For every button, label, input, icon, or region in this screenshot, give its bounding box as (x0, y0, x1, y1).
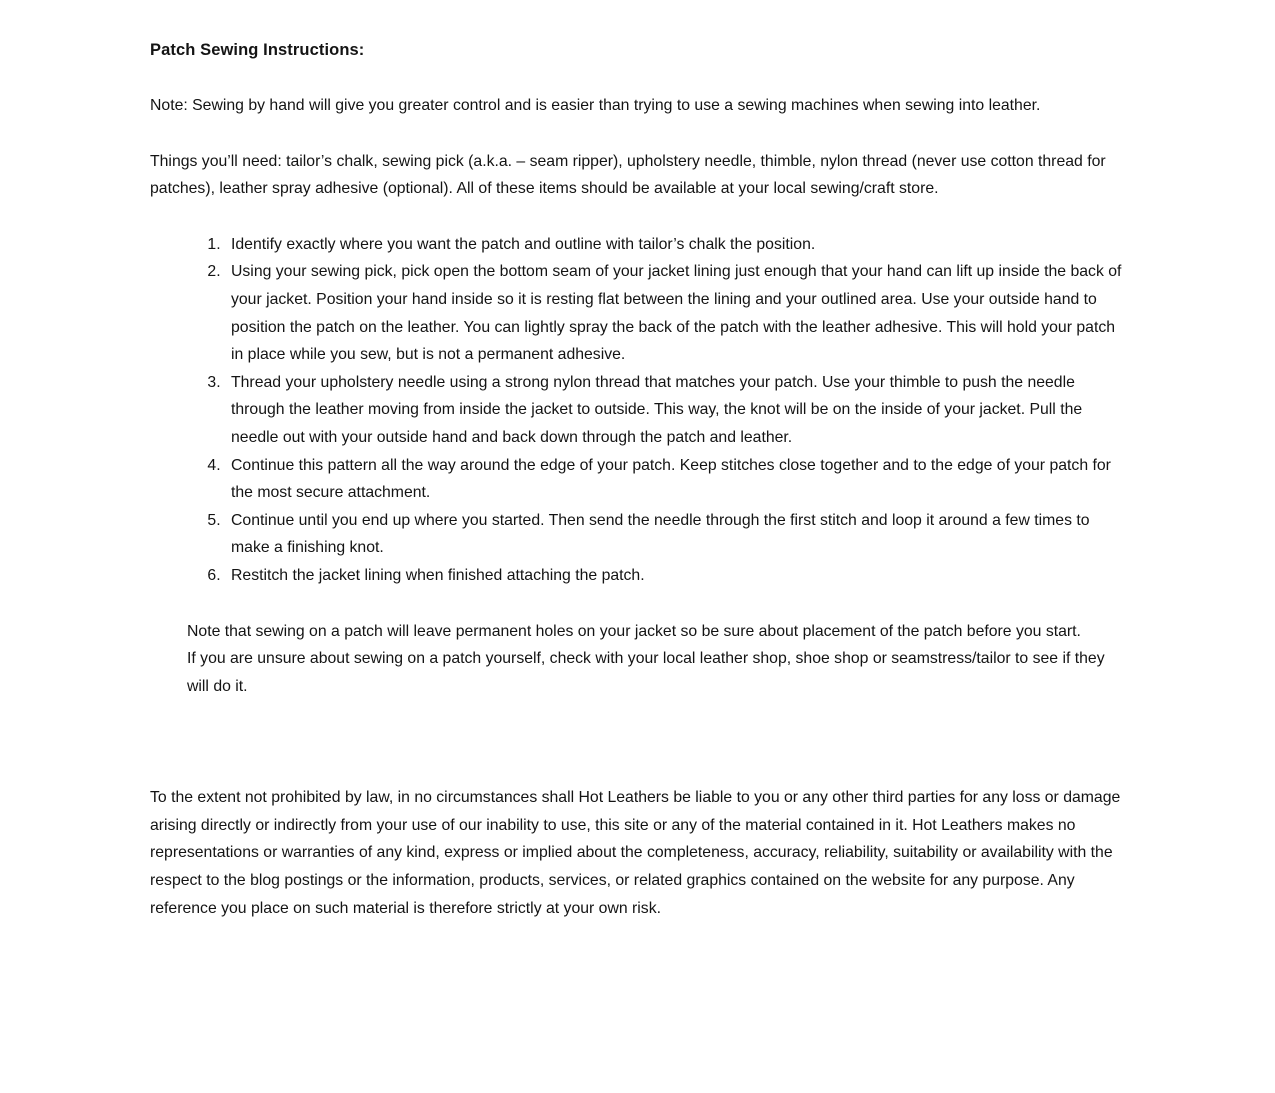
list-item: 6. Restitch the jacket lining when finished attaching the patch. (225, 562, 1125, 590)
document-body (150, 36, 1125, 950)
list-item: 5. Continue until you end up where you started. Then send the needle through the first stitch and loop it around a few times to make a finishing knot. (225, 507, 1125, 562)
disclaimer-paragraph: To the extent not prohibited by law, in no circumstances shall Hot Leathers be liable to you or any other third parties for any loss or damage arising directly or indirectly from your use of our inability to use, this site or any of the material contained in it. Hot Leathers makes no representations or warranties of any kind, express or implied about the completeness, accuracy, reliability, suitability or availability with the respect to the blog postings or the information, products, services, or related graphics contained on the website for any purpose. Any reference you place on such material is therefore strictly at your own risk. (150, 789, 1121, 917)
list-item: 3. Thread your upholstery needle using a strong nylon thread that matches your patch. Use your thimble to push the needle through the leather moving from inside the jacket to outside. This way, the knot will be on the inside of your jacket. Pull the needle out with your outside hand and back down through the patch and leather. (225, 369, 1125, 452)
document-title: Patch Sewing Instructions: (150, 41, 365, 59)
placement-note-block (187, 618, 1125, 701)
list-item: 2. Using your sewing pick, pick open the bottom seam of your jacket lining just enough that your hand can lift up inside the back of your jacket. Position your hand inside so it is resting flat between the lining and your outlined area. Use your outside hand to position the patch on the leather. You can lightly spray the back of the patch with the leather adhesive. This will hold your patch in place while you sew, but is not a permanent adhesive. (225, 258, 1125, 368)
placement-note-paragraph: If you are unsure about sewing on a patch yourself, check with your local leather shop, shoe shop or seamstress/tailor to see if they will do it. (187, 650, 1105, 695)
list-item: 1. Identify exactly where you want the patch and outline with tailor’s chalk the position. (225, 231, 1125, 259)
instruction-steps-list (150, 231, 1125, 590)
list-item: 4. Continue this pattern all the way around the edge of your patch. Keep stitches close together and to the edge of your patch for the most secure attachment. (225, 452, 1125, 507)
placement-note-paragraph: Note that sewing on a patch will leave permanent holes on your jacket so be sure about placement of the patch before you start. (187, 622, 1081, 640)
intro-note-paragraph: Note: Sewing by hand will give you greater control and is easier than trying to use a sewing machines when sewing into leather. (150, 97, 1041, 114)
supplies-paragraph: Things you’ll need: tailor’s chalk, sewing pick (a.k.a. – seam ripper), upholstery needle, thimble, nylon thread (never use cotton thread for patches), leather spray adhesive (optional). All of these items should be available at your local sewing/craft store. (150, 152, 1106, 198)
